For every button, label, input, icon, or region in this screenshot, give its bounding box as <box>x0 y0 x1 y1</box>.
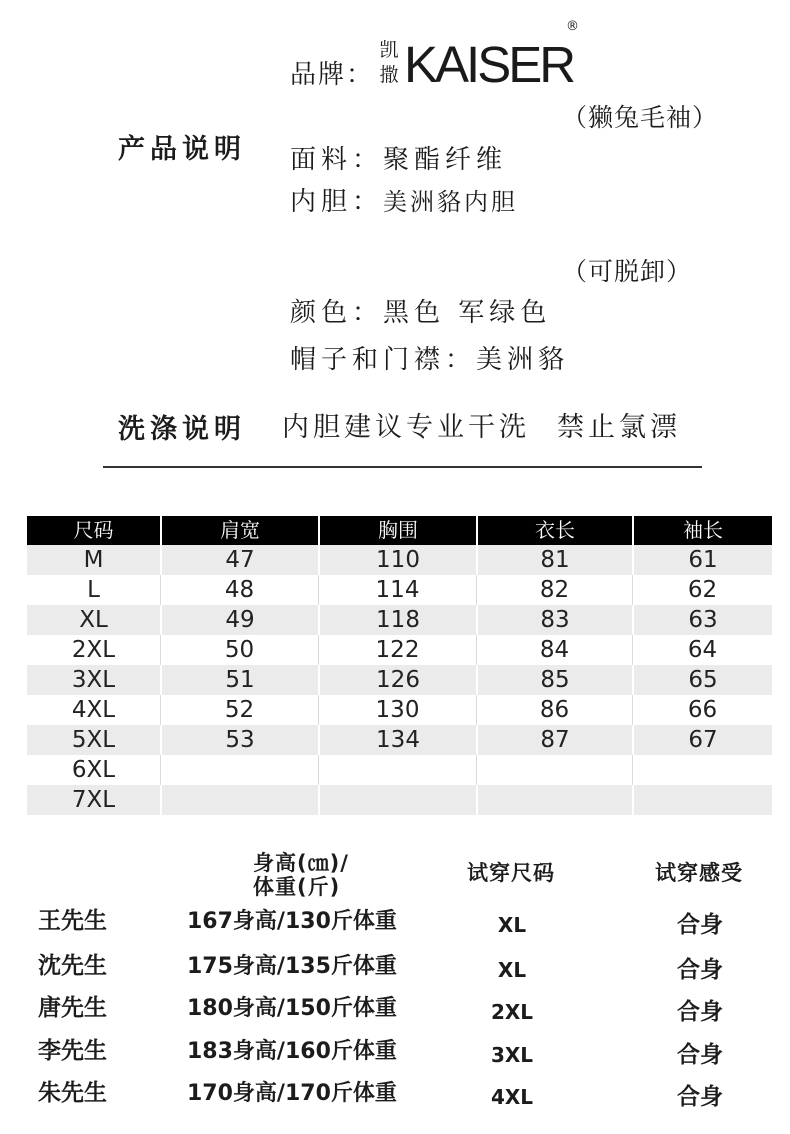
header-sleeve-length: 袖长 <box>632 516 772 545</box>
hood-placket-value: 美洲貉 <box>476 345 570 375</box>
fit-name: 沈先生 <box>38 953 107 979</box>
brand-chinese-char: 凯 <box>379 39 399 61</box>
size-chart-row <box>27 605 772 635</box>
fit-header-body-line: 体重(斤) <box>253 875 341 899</box>
brand-label: 品牌： <box>290 60 375 90</box>
chest-cell <box>318 755 476 785</box>
fit-body: 183身高/160斤体重 <box>187 1039 397 1064</box>
fit-feel: 合身 <box>677 912 723 938</box>
fit-size: 2XL <box>490 1000 534 1024</box>
fit-body: 167身高/130斤体重 <box>187 909 397 934</box>
sleeve-length-cell: 67 <box>632 725 772 755</box>
chest-cell: 126 <box>318 665 476 695</box>
sleeve-length-cell <box>632 785 772 815</box>
length-cell: 84 <box>476 635 632 665</box>
chest-cell: 130 <box>318 695 476 725</box>
shoulder-width-cell: 52 <box>160 695 318 725</box>
length-cell: 82 <box>476 575 632 605</box>
color-value: 黑色 军绿色 <box>383 298 552 328</box>
sleeve-length-cell <box>632 755 772 785</box>
fit-row <box>0 993 790 1029</box>
fit-name: 唐先生 <box>38 995 107 1021</box>
fabric-value: 聚酯纤维 <box>383 145 508 175</box>
size-cell: 4XL <box>71 697 116 723</box>
header-size: 尺码 <box>73 518 114 542</box>
fit-row <box>0 951 790 987</box>
length-cell: 85 <box>476 665 632 695</box>
size-chart <box>27 516 772 815</box>
lining-value: 美洲貉内胆 <box>383 188 519 216</box>
fit-feel: 合身 <box>677 1042 723 1068</box>
size-cell: 3XL <box>71 667 116 693</box>
fit-feel: 合身 <box>677 999 723 1025</box>
color-line <box>290 298 551 328</box>
fit-header-size: 试穿尺码 <box>467 861 555 885</box>
fit-row <box>0 906 790 942</box>
fit-size: XL <box>497 913 527 937</box>
size-chart-row <box>27 665 772 695</box>
hood-placket-label: 帽子和门襟： <box>290 345 477 375</box>
shoulder-width-cell <box>160 785 318 815</box>
lining-label: 内胆： <box>290 187 384 217</box>
product-description-title: 产品说明 <box>118 134 246 165</box>
fit-name: 李先生 <box>38 1038 107 1064</box>
chest-cell: 114 <box>318 575 476 605</box>
size-cell: M <box>83 547 104 573</box>
fit-row <box>0 1036 790 1072</box>
header-length: 衣长 <box>476 516 632 545</box>
fit-body: 170身高/170斤体重 <box>187 1081 397 1106</box>
chest-cell: 134 <box>318 725 476 755</box>
length-cell: 87 <box>476 725 632 755</box>
fit-header-feel: 试穿感受 <box>655 861 743 885</box>
length-cell <box>476 785 632 815</box>
size-chart-row <box>27 575 772 605</box>
length-cell: 86 <box>476 695 632 725</box>
detachable-note: （可脱卸） <box>562 257 693 286</box>
shoulder-width-cell: 47 <box>160 545 318 575</box>
washing-title: 洗涤说明 <box>118 414 246 445</box>
sleeve-length-cell: 64 <box>632 635 772 665</box>
shoulder-width-cell: 50 <box>160 635 318 665</box>
fit-name: 朱先生 <box>38 1080 107 1106</box>
washing-advice: 内胆建议专业干洗 <box>282 412 530 443</box>
length-cell: 83 <box>476 605 632 635</box>
length-cell <box>476 755 632 785</box>
registered-mark-icon: ® <box>566 19 579 34</box>
fit-size: 4XL <box>490 1085 534 1109</box>
length-cell: 81 <box>476 545 632 575</box>
header-shoulder-width: 肩宽 <box>160 516 318 545</box>
sleeve-length-cell: 63 <box>632 605 772 635</box>
chest-cell: 122 <box>318 635 476 665</box>
shoulder-width-cell: 53 <box>160 725 318 755</box>
size-cell: XL <box>79 607 108 633</box>
size-cell: 7XL <box>71 787 116 813</box>
brand-chinese-char: 撒 <box>379 64 399 86</box>
sleeve-note: （獭兔毛袖） <box>562 103 719 132</box>
size-cell: 5XL <box>71 727 116 753</box>
fit-name: 王先生 <box>38 908 107 934</box>
size-chart-row <box>27 635 772 665</box>
shoulder-width-cell <box>160 755 318 785</box>
size-cell: 6XL <box>71 757 116 783</box>
fit-feel: 合身 <box>677 1084 723 1110</box>
fabric-line <box>290 145 507 175</box>
shoulder-width-cell: 49 <box>160 605 318 635</box>
brand-logo: KAISER <box>404 36 574 93</box>
divider <box>103 466 702 468</box>
fit-size: 3XL <box>490 1043 534 1067</box>
header-chest: 胸围 <box>318 516 476 545</box>
chest-cell: 110 <box>318 545 476 575</box>
sleeve-length-cell: 66 <box>632 695 772 725</box>
hood-placket-line <box>290 345 569 375</box>
fit-row <box>0 1078 790 1114</box>
sleeve-length-cell: 62 <box>632 575 772 605</box>
size-chart-row <box>27 695 772 725</box>
washing-warning: 禁止氯漂 <box>557 412 681 443</box>
sleeve-length-cell: 61 <box>632 545 772 575</box>
fit-body: 175身高/135斤体重 <box>187 954 397 979</box>
fit-feel: 合身 <box>677 957 723 983</box>
size-chart-header <box>27 516 772 545</box>
sleeve-length-cell: 65 <box>632 665 772 695</box>
fabric-label: 面料： <box>290 145 384 175</box>
lining-line <box>290 187 518 217</box>
size-chart-row <box>27 725 772 755</box>
size-cell: 2XL <box>71 637 116 663</box>
fit-header-body-line: 身高(㎝)/ <box>253 851 349 875</box>
size-chart-row <box>27 785 772 815</box>
color-label: 颜色： <box>290 298 384 328</box>
shoulder-width-cell: 51 <box>160 665 318 695</box>
size-chart-row <box>27 545 772 575</box>
chest-cell <box>318 785 476 815</box>
fit-size: XL <box>497 958 527 982</box>
shoulder-width-cell: 48 <box>160 575 318 605</box>
size-chart-row <box>27 755 772 785</box>
chest-cell: 118 <box>318 605 476 635</box>
brand-chinese-name <box>378 38 400 88</box>
fit-body: 180身高/150斤体重 <box>187 996 397 1021</box>
size-cell: L <box>87 577 100 603</box>
fit-header-body <box>253 851 349 899</box>
